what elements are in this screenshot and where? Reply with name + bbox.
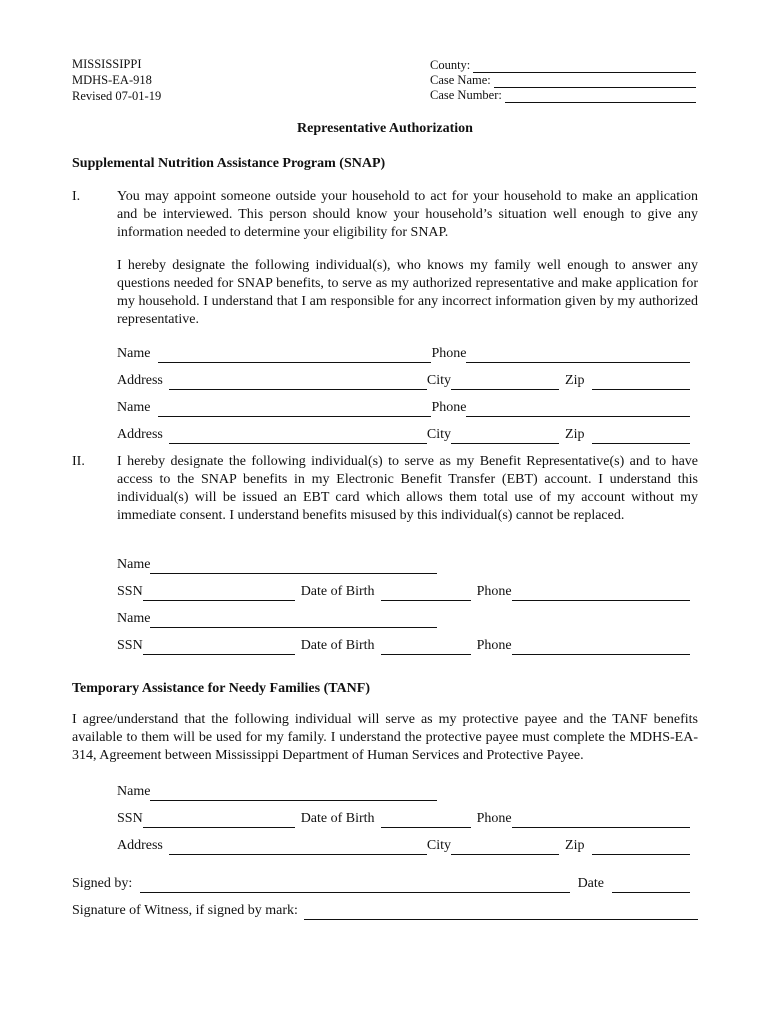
phone-label: Phone: [431, 400, 467, 415]
form-number: MDHS-EA-918: [72, 73, 152, 87]
benefit-rep1-name-row: [117, 556, 437, 574]
dob-label: Date of Birth: [300, 584, 375, 599]
payee-phone-field[interactable]: [512, 813, 690, 828]
witness-signature-field[interactable]: [304, 905, 698, 920]
phone-label: Phone: [476, 584, 512, 599]
benefit-rep1-dob-field[interactable]: [381, 586, 471, 601]
signature-date-field[interactable]: [612, 878, 690, 893]
revision-date: Revised 07-01-19: [72, 89, 162, 103]
rep2-phone-field[interactable]: [466, 402, 690, 417]
name-label: Name: [117, 611, 151, 626]
dob-label: Date of Birth: [300, 638, 375, 653]
section-1-paragraph-2: I hereby designate the following individual(s), who knows my family well enough to answer any questions needed for SNAP benefits, to serve as my authorized representative and make application for my household. I understand that I am responsible for any incorrect information given by my authorized representative.: [117, 258, 698, 327]
phone-label: Phone: [476, 638, 512, 653]
zip-label: Zip: [565, 427, 585, 442]
rep2-zip-field[interactable]: [592, 429, 690, 444]
payee-address-row: [117, 837, 690, 855]
ssn-label: SSN: [117, 584, 143, 599]
section-2-paragraph: I hereby designate the following individual(s) to serve as my Benefit Representative(s) and to have access to the SNAP benefits in my Electronic Benefit Transfer (EBT) account. I understand this individual(s) will be issued an EBT card which allows them total use of my account without my immediate consent. I understand benefits misused by this individual(s) cannot be replaced.: [117, 454, 698, 523]
ssn-label: SSN: [117, 638, 143, 653]
benefit-rep2-name-field[interactable]: [150, 613, 437, 628]
date-label: Date: [577, 876, 604, 891]
case-name-label: Case Name:: [430, 73, 491, 87]
rep1-address-row: [117, 372, 690, 390]
rep1-city-field[interactable]: [451, 375, 559, 390]
city-label: City: [426, 373, 452, 388]
snap-heading: Supplemental Nutrition Assistance Program (SNAP): [72, 156, 386, 171]
benefit-rep2-phone-field[interactable]: [512, 640, 690, 655]
name-label: Name: [117, 400, 151, 415]
benefit-rep2-name-row: [117, 610, 437, 628]
page-title: Representative Authorization: [297, 121, 473, 136]
rep2-name-field[interactable]: [158, 402, 431, 417]
rep1-name-field[interactable]: [158, 348, 431, 363]
witness-label: Signature of Witness, if signed by mark:: [72, 903, 298, 918]
case-name-field[interactable]: [494, 75, 696, 88]
rep2-name-phone-row: [117, 399, 690, 417]
name-label: Name: [117, 346, 151, 361]
rep1-name-phone-row: [117, 345, 690, 363]
address-label: Address: [117, 373, 163, 388]
payee-name-field[interactable]: [150, 786, 437, 801]
tanf-paragraph: I agree/understand that the following individual will serve as my protective payee and the TANF benefits available to them will be used for my family. I understand the protective payee must complete the MDHS-EA-314, Agreement between Mississippi Department of Human Services and Protective Payee.: [72, 712, 698, 763]
section-1-paragraph-1: You may appoint someone outside your household to act for your household to make an application and be interviewed. This person should know your household’s situation well enough to give any information needed to determine your eligibility for SNAP.: [117, 189, 698, 240]
city-label: City: [426, 838, 452, 853]
benefit-rep2-ssn-row: [117, 637, 690, 655]
payee-ssn-row: [117, 810, 690, 828]
zip-label: Zip: [565, 373, 585, 388]
payee-ssn-field[interactable]: [143, 813, 295, 828]
signed-by-field[interactable]: [140, 878, 569, 893]
name-label: Name: [117, 784, 151, 799]
case-number-row: [430, 88, 696, 103]
benefit-rep1-ssn-field[interactable]: [143, 586, 295, 601]
payee-city-field[interactable]: [451, 840, 559, 855]
benefit-rep1-name-field[interactable]: [150, 559, 437, 574]
county-label: County:: [430, 58, 471, 72]
case-info-block: [430, 58, 696, 103]
section-1-numeral: I.: [72, 189, 81, 204]
rep2-city-field[interactable]: [451, 429, 559, 444]
address-label: Address: [117, 427, 163, 442]
zip-label: Zip: [565, 838, 585, 853]
rep2-address-field[interactable]: [169, 429, 427, 444]
dob-label: Date of Birth: [300, 811, 375, 826]
city-label: City: [426, 427, 452, 442]
benefit-rep2-ssn-field[interactable]: [143, 640, 295, 655]
benefit-rep1-ssn-row: [117, 583, 690, 601]
section-2-numeral: II.: [72, 454, 85, 469]
rep2-address-row: [117, 426, 690, 444]
rep1-zip-field[interactable]: [592, 375, 690, 390]
case-name-row: [430, 73, 696, 88]
address-label: Address: [117, 838, 163, 853]
case-number-field[interactable]: [505, 90, 696, 103]
rep1-address-field[interactable]: [169, 375, 427, 390]
ssn-label: SSN: [117, 811, 143, 826]
signed-by-row: [72, 875, 690, 893]
rep1-phone-field[interactable]: [466, 348, 690, 363]
witness-row: [72, 902, 698, 920]
payee-name-row: [117, 783, 437, 801]
payee-zip-field[interactable]: [592, 840, 690, 855]
county-row: [430, 58, 696, 73]
signed-by-label: Signed by:: [72, 876, 133, 891]
benefit-rep1-phone-field[interactable]: [512, 586, 690, 601]
benefit-rep2-dob-field[interactable]: [381, 640, 471, 655]
phone-label: Phone: [431, 346, 467, 361]
form-header-left: [72, 56, 161, 104]
tanf-heading: Temporary Assistance for Needy Families (TANF): [72, 681, 370, 696]
county-field[interactable]: [473, 60, 696, 73]
phone-label: Phone: [476, 811, 512, 826]
payee-address-field[interactable]: [169, 840, 427, 855]
case-number-label: Case Number:: [430, 88, 502, 102]
name-label: Name: [117, 557, 151, 572]
payee-dob-field[interactable]: [381, 813, 471, 828]
state-name: MISSISSIPPI: [72, 57, 142, 71]
